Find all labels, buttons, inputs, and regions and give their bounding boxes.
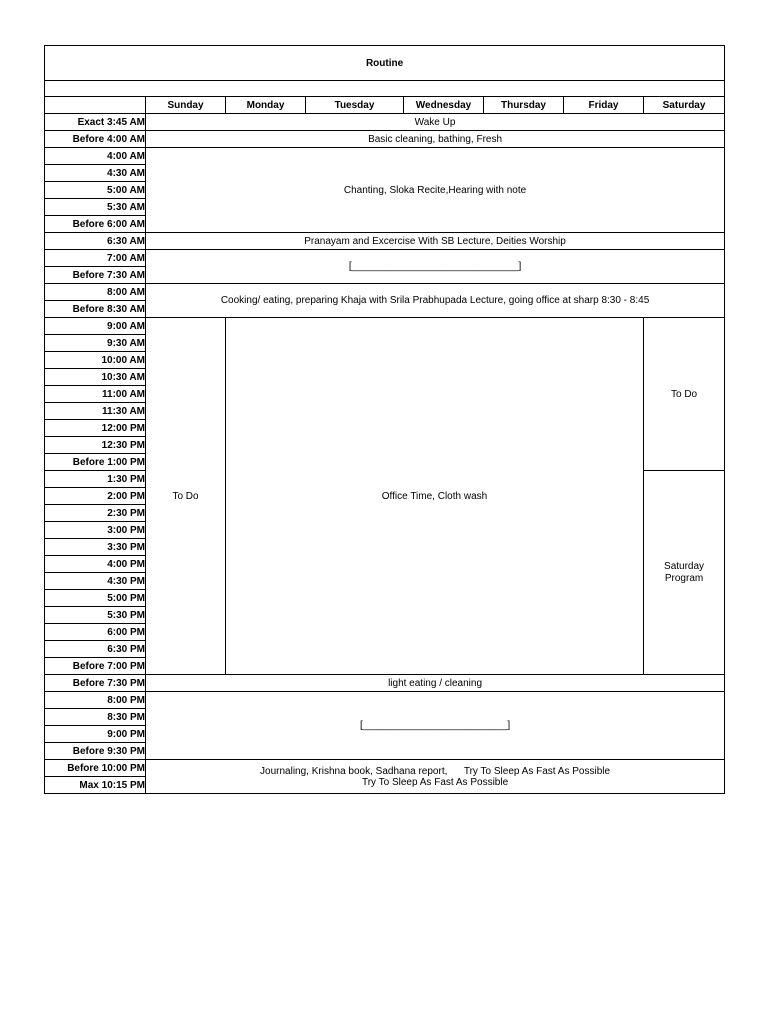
activity-saturday-program-label: Saturday Program (664, 560, 705, 584)
time-row (45, 250, 725, 267)
time-row (45, 675, 725, 692)
activity-cleaning: Basic cleaning, bathing, Fresh (146, 131, 725, 148)
time-label: 4:30 AM (45, 165, 146, 182)
time-label: 2:30 PM (45, 505, 146, 522)
day-header-row (45, 97, 725, 114)
time-label: Before 7:30 PM (45, 675, 146, 692)
time-label: 4:30 PM (45, 573, 146, 590)
time-label: 8:00 AM (45, 284, 146, 301)
time-label: 12:00 PM (45, 420, 146, 437)
day-header-thursday: Thursday (484, 97, 564, 114)
time-label: 4:00 PM (45, 556, 146, 573)
day-header-saturday: Saturday (644, 97, 725, 114)
header-corner (45, 97, 146, 114)
time-label: 6:30 PM (45, 641, 146, 658)
time-label: 7:00 AM (45, 250, 146, 267)
time-label: 3:30 PM (45, 539, 146, 556)
time-row (45, 114, 725, 131)
time-label: 2:00 PM (45, 488, 146, 505)
activity-saturday-todo: To Do (644, 318, 725, 471)
activity-blank-1: [______________________________] (146, 250, 725, 284)
time-row (45, 148, 725, 165)
time-label: 12:30 PM (45, 437, 146, 454)
time-label: Before 10:00 PM (45, 760, 146, 777)
time-label: Before 7:30 AM (45, 267, 146, 284)
day-header-monday: Monday (226, 97, 306, 114)
time-label: Max 10:15 PM (45, 777, 146, 794)
activity-blank-2: [__________________________] (146, 692, 725, 760)
activity-saturday-program (644, 471, 725, 675)
spacer-row (45, 81, 725, 97)
day-header-tuesday: Tuesday (306, 97, 404, 114)
activity-pranayam: Pranayam and Excercise With SB Lecture, Deities Worship (146, 233, 725, 250)
time-row (45, 131, 725, 148)
time-label: Before 4:00 AM (45, 131, 146, 148)
time-label: Before 6:00 AM (45, 216, 146, 233)
day-header-friday: Friday (564, 97, 644, 114)
time-label: Before 1:00 PM (45, 454, 146, 471)
time-label: Before 8:30 AM (45, 301, 146, 318)
time-label: 5:30 AM (45, 199, 146, 216)
routine-table (44, 45, 725, 794)
time-row (45, 233, 725, 250)
time-label: Before 7:00 PM (45, 658, 146, 675)
time-row (45, 318, 725, 335)
time-label: 10:30 AM (45, 369, 146, 386)
activity-light-eating: light eating / cleaning (146, 675, 725, 692)
time-label: 4:00 AM (45, 148, 146, 165)
time-label: 11:00 AM (45, 386, 146, 403)
page-title: Routine (45, 46, 725, 81)
time-label: 6:30 AM (45, 233, 146, 250)
time-label: 5:00 PM (45, 590, 146, 607)
activity-chanting: Chanting, Sloka Recite,Hearing with note (146, 148, 725, 233)
time-label: 8:30 PM (45, 709, 146, 726)
time-row (45, 760, 725, 777)
time-label: Before 9:30 PM (45, 743, 146, 760)
time-label: 11:30 AM (45, 403, 146, 420)
time-label: Exact 3:45 AM (45, 114, 146, 131)
time-label: 1:30 PM (45, 471, 146, 488)
activity-office: Office Time, Cloth wash (226, 318, 644, 675)
time-label: 9:30 AM (45, 335, 146, 352)
time-label: 5:00 AM (45, 182, 146, 199)
time-label: 9:00 PM (45, 726, 146, 743)
time-label: 9:00 AM (45, 318, 146, 335)
activity-sunday-todo: To Do (146, 318, 226, 675)
time-row (45, 284, 725, 301)
activity-journaling-line-1: Journaling, Krishna book, Sadhana report, Try To Sleep As Fast As Possible (260, 765, 611, 777)
time-label: 5:30 PM (45, 607, 146, 624)
time-label: 8:00 PM (45, 692, 146, 709)
time-label: 6:00 PM (45, 624, 146, 641)
time-row (45, 692, 725, 709)
activity-journaling (146, 760, 725, 794)
day-header-sunday: Sunday (146, 97, 226, 114)
activity-wake-up: Wake Up (146, 114, 725, 131)
time-label: 3:00 PM (45, 522, 146, 539)
day-header-wednesday: Wednesday (404, 97, 484, 114)
activity-journaling-line-2: Try To Sleep As Fast As Possible (361, 776, 509, 788)
time-label: 10:00 AM (45, 352, 146, 369)
activity-cooking: Cooking/ eating, preparing Khaja with Srila Prabhupada Lecture, going office at sharp 8:30 - 8:45 (146, 284, 725, 318)
